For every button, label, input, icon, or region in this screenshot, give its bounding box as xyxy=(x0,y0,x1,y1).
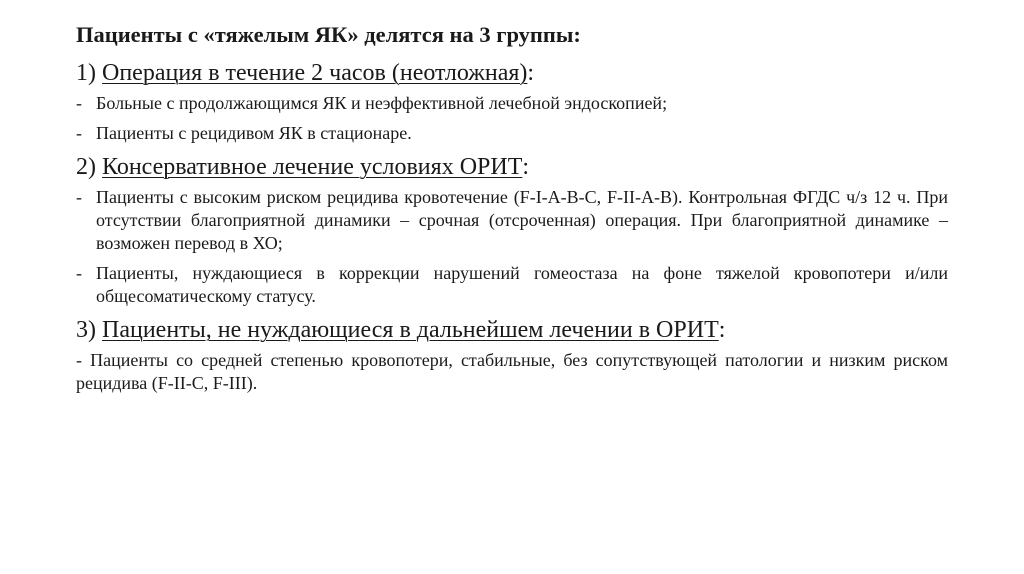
group-1-number: 1) xyxy=(76,60,96,86)
group-1-item-2 xyxy=(76,122,948,145)
group-3-number: 3) xyxy=(76,317,96,343)
group-1-item-1 xyxy=(76,92,948,115)
group-2-number: 2) xyxy=(76,154,96,180)
group-2-title: Консервативное лечение условиях ОРИТ xyxy=(102,154,523,180)
group-2-item-2 xyxy=(76,262,948,308)
group-3-suffix: : xyxy=(718,317,726,343)
group-3-item-1-text: - Пациенты со средней степенью кровопотери, стабильные, без сопутствующей патологии и низким риском рецидива (F-II-C, F-III). xyxy=(76,350,948,393)
group-2-item-1-text: Пациенты с высоким риском рецидива кровотечение (F-I-A-B-C, F-II-A-B). Контрольная ФГДС ч/з 12 ч. При отсутствии благоприятной динамики – срочная (отсроченная) операция. При благоприятной динамике – возможен перевод в ХО; xyxy=(96,187,948,253)
group-2-item-1 xyxy=(76,186,948,255)
group-2-suffix: : xyxy=(522,154,530,180)
bullet-dash: - xyxy=(76,187,82,207)
group-3-title: Пациенты, не нуждающиеся в дальнейшем лечении в ОРИТ xyxy=(102,317,719,343)
slide-content xyxy=(76,20,948,395)
slide-title: Пациенты с «тяжелым ЯК» делятся на 3 группы: xyxy=(76,22,581,47)
group-1-item-2-text: Пациенты с рецидивом ЯК в стационаре. xyxy=(96,123,412,143)
bullet-dash: - xyxy=(76,263,82,283)
group-2-item-2-text: Пациенты, нуждающиеся в коррекции нарушений гомеостаза на фоне тяжелой кровопотери и/или общесоматическому статусу. xyxy=(96,263,948,306)
group-1-heading xyxy=(76,58,948,88)
group-2-heading xyxy=(76,152,948,182)
group-1-title: Операция в течение 2 часов (неотложная) xyxy=(102,60,528,86)
group-3-heading xyxy=(76,315,948,345)
bullet-dash: - xyxy=(76,123,82,143)
group-1-item-1-text: Больные с продолжающимся ЯК и неэффективной лечебной эндоскопией; xyxy=(96,93,668,113)
group-1-suffix: : xyxy=(527,60,535,86)
bullet-dash: - xyxy=(76,93,82,113)
